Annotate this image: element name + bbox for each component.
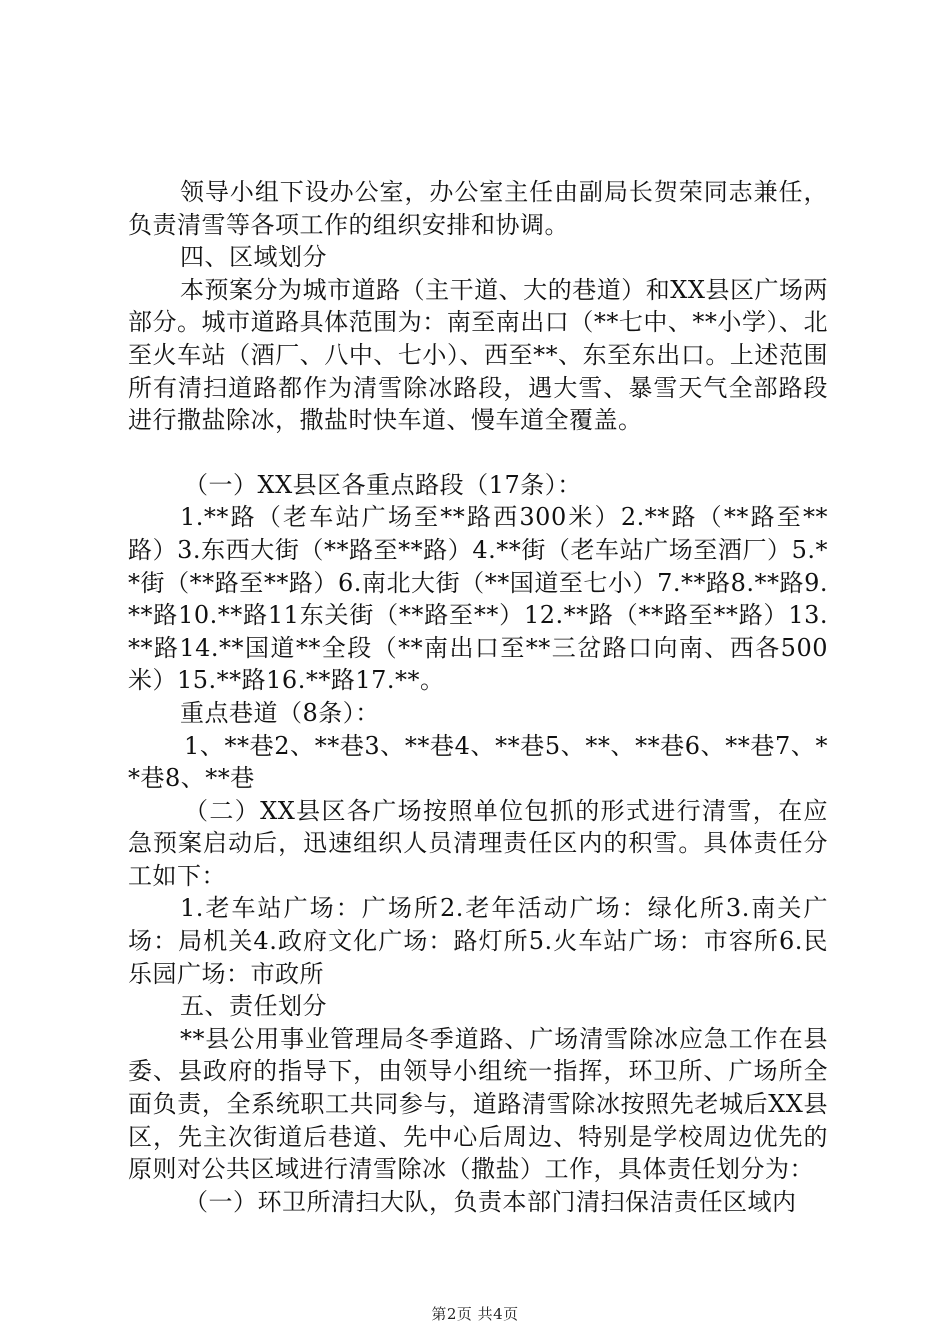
page-footer: 第2页 共4页 xyxy=(431,1305,519,1323)
paragraph-gap xyxy=(128,437,828,469)
paragraph-squares: （二）XX县区各广场按照单位包抓的形式进行清雪，在应急预案启动后，迅速组织人员清理责任区内的积雪。具体责任分工如下： xyxy=(128,796,828,890)
paragraph-squares-list: 1.老车站广场：广场所2.老年活动广场：绿化所3.南关广场：局机关4.政府文化广场：路灯所5.火车站广场：市容所6.民乐园广场：市政所 xyxy=(128,894,828,988)
heading-area-division: 四、区域划分 xyxy=(180,243,327,272)
paragraph-scope: 本预案分为城市道路（主干道、大的巷道）和XX县区广场两部分。城市道路具体范围为：南至南出口（**七中、**小学）、北至火车站（酒厂、八中、七小）、西至**、东至东出口。上述范围所有清扫道路都作为清雪除冰路段，遇大雪、暴雪天气全部路段进行撒盐除冰，撒盐时快车道、慢车道全覆盖。 xyxy=(128,275,828,435)
heading-key-roads: （一）XX县区各重点路段（17条）： xyxy=(184,470,582,499)
heading-responsibility: 五、责任划分 xyxy=(180,992,327,1021)
heading-key-alleys: 重点巷道（8条）： xyxy=(180,698,380,727)
paragraph-key-alleys-list: 1、**巷2、**巷3、**巷4、**巷5、**、**巷6、**巷7、**巷8、**巷 xyxy=(128,731,828,793)
paragraph-key-roads-list: 1.**路（老车站广场至**路西300米）2.**路（**路至**路）3.东西大街（**路至**路）4.**街（老车站广场至酒厂）5.**街（**路至**路）6.南北大街（**国道至七小）7.**路8.**路9.**路10.**路11东关街（**路至**）12.**路（**路至**路）13.**路14.**国道**全段（**南出口至**三岔路口向南、西各500米）15.**路16.**路17.**。 xyxy=(128,503,828,695)
document-body xyxy=(128,176,828,1218)
paragraph-responsibility: **县公用事业管理局冬季道路、广场清雪除冰应急工作在县委、县政府的指导下，由领导小组统一指挥，环卫所、广场所全面负责，全系统职工共同参与，道路清雪除冰按照先老城后XX县区，先主次街道后巷道、先中心后周边、特别是学校周边优先的原则对公共区域进行清雪除冰（撒盐）工作，具体责任划分为： xyxy=(128,1024,828,1184)
paragraph-sanitation: （一）环卫所清扫大队，负责本部门清扫保洁责任区域内 xyxy=(184,1187,797,1216)
paragraph-office: 领导小组下设办公室，办公室主任由副局长贺荣同志兼任，负责清雪等各项工作的组织安排和协调。 xyxy=(128,178,828,239)
